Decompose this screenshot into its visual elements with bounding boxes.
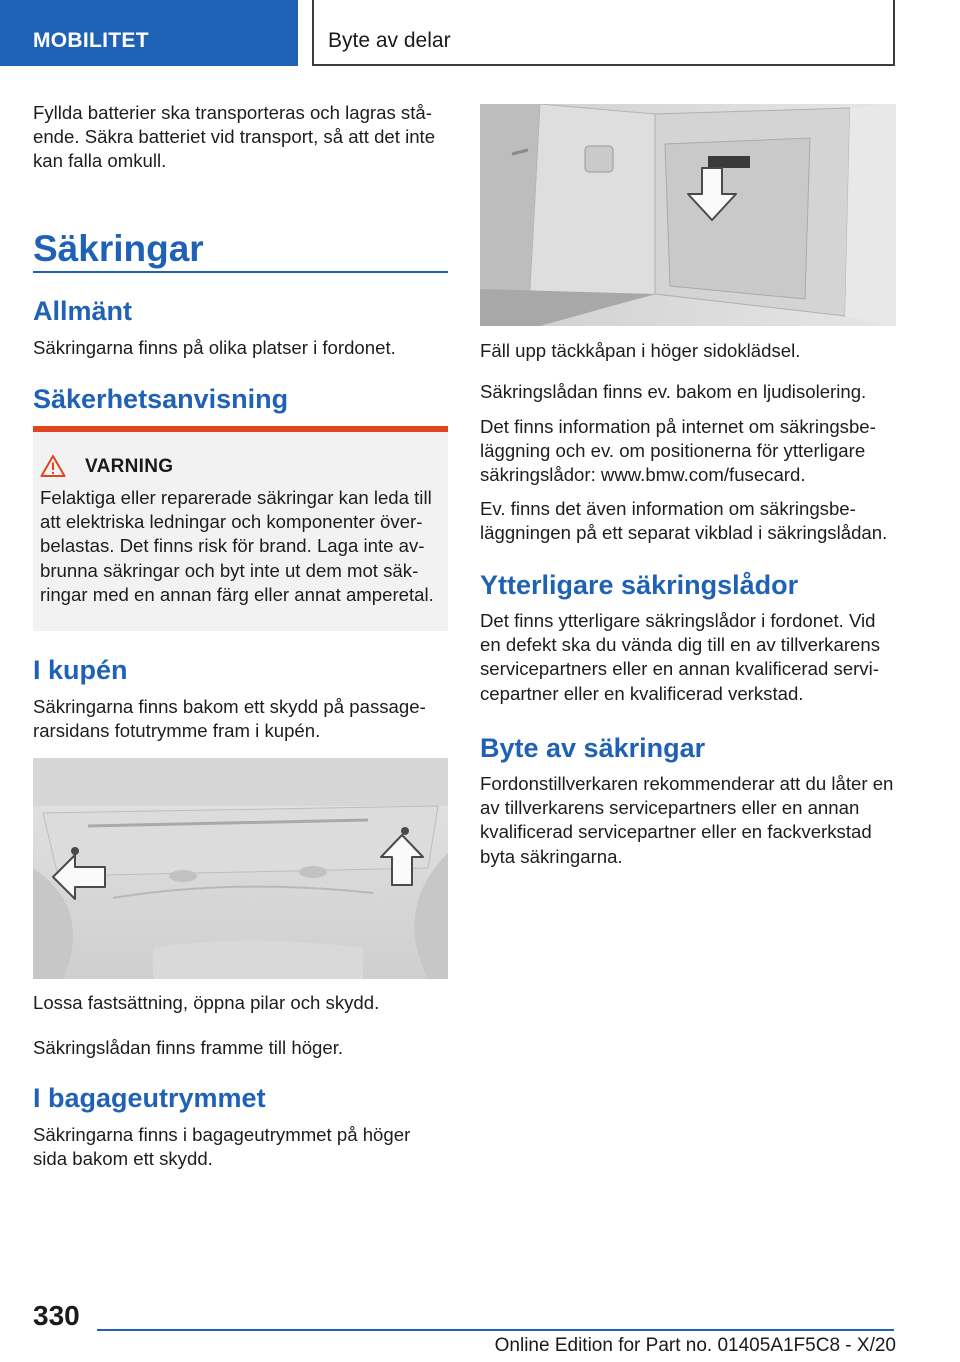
kupen-text: Säkringarna finns bakom ett skydd på passagerarsidans fotutrymme fram i kupén. — [33, 696, 426, 742]
chapter-title: Byte av delar — [328, 29, 451, 52]
luggage-compartment-image — [480, 104, 896, 326]
bagage-text: Säkringarna finns i bagageutrymmet på höger sida bakom ett skydd. — [33, 1124, 411, 1170]
footer-edition: Online Edition for Part no. 01405A1F5C8 - X/20 — [494, 1335, 896, 1356]
section-heading-allmant: Allmänt — [33, 296, 133, 326]
section-tab — [0, 0, 298, 66]
right-paragraph-3: Ev. finns det även information om säkringsbeläggningen på ett separat vikblad i säkringslådan. — [480, 498, 888, 544]
warning-triangle-icon — [40, 454, 66, 478]
footwell-cover-image — [33, 758, 448, 979]
ytterligare-text: Det finns ytterligare säkringslådor i fordonet. Vid en defekt ska du vända dig till en av tillverkarens servicepartners eller en annan kvalificerad servicepartner eller en kvalificerad verkstad. — [480, 610, 880, 704]
section-heading-kupen: I kupén — [33, 655, 128, 685]
allmant-text: Säkringarna finns på olika platser i fordonet. — [33, 337, 396, 358]
section-title: MOBILITET — [33, 29, 149, 52]
section-heading-byte: Byte av säkringar — [480, 733, 706, 763]
section-heading-sakerhet: Säkerhetsanvisning — [33, 384, 289, 414]
page-heading: Säkringar — [33, 228, 204, 269]
arrow-up-icon — [379, 833, 425, 887]
right-paragraph-2: Det finns information på internet om säkringsbeläggning och ev. om positionerna för ytterligare säkringslådor: www.bmw.com/fusecard. — [480, 416, 876, 486]
byte-text: Fordonstillverkaren rekommenderar att du låter en av tillverkarens servicepartners eller en annan kvalificerad servicepartner eller en fackverkstad byta säkringarna. — [480, 773, 894, 867]
arrow-down-icon — [686, 166, 738, 222]
warning-label: VARNING — [85, 456, 174, 477]
arrow-right-icon — [51, 853, 107, 901]
warning-header — [40, 454, 440, 480]
intro-paragraph: Fyllda batterier ska transporteras och lagras stående. Säkra batteriet vid transport, så att det inte kan falla omkull. — [33, 102, 436, 172]
right-paragraph-1: Säkringslådan finns ev. bakom en ljudisolering. — [480, 381, 867, 402]
kupen-note: Säkringslådan finns framme till höger. — [33, 1037, 344, 1058]
footer-rule — [97, 1329, 894, 1331]
warning-text: Felaktiga eller reparerade säkringar kan leda till att elektriska ledningar och komponenter överbelastas. Det finns risk för brand. Laga inte avbrunna säkringar och byt inte ut dem mot säkringar med en annan färg eller annat amperetal. — [40, 487, 434, 605]
heading-rule — [33, 271, 448, 273]
page-number: 330 — [33, 1300, 80, 1331]
kupen-caption: Lossa fastsättning, öppna pilar och skydd. — [33, 992, 380, 1013]
chapter-header — [312, 0, 895, 66]
section-heading-bagage: I bagageutrymmet — [33, 1083, 266, 1113]
section-heading-ytterligare: Ytterligare säkringslådor — [480, 570, 799, 600]
luggage-caption: Fäll upp täckkåpan i höger sidoklädsel. — [480, 340, 801, 361]
